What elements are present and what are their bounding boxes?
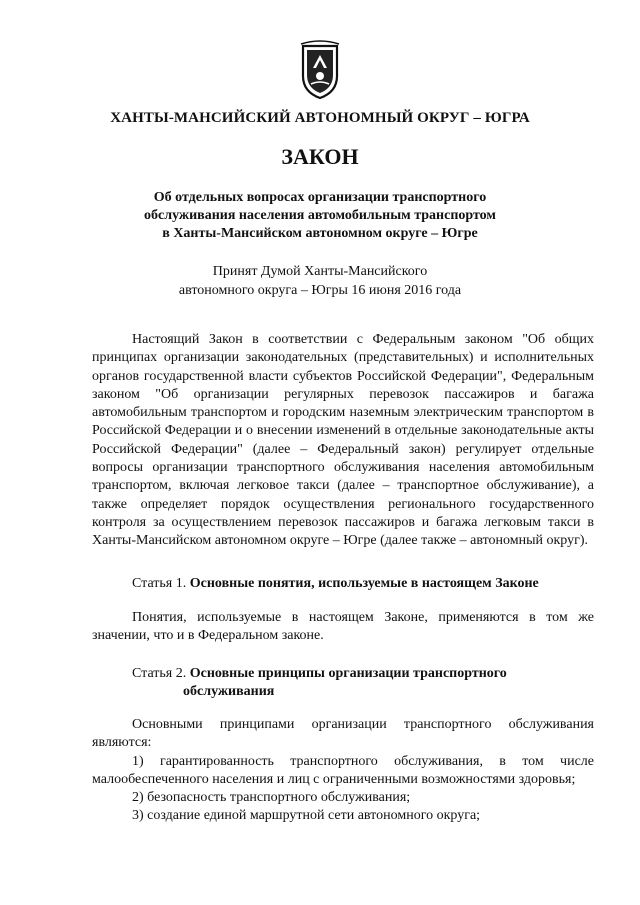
subject-line: обслуживания населения автомобильным транспортом	[144, 208, 496, 223]
article-title: Основные понятия, используемые в настоящем Законе	[189, 576, 539, 591]
subject-line: Об отдельных вопросах организации транспортного	[153, 190, 487, 205]
list-item: 2) безопасность транспортного обслуживания;	[132, 790, 411, 806]
article-number: Статья 2.	[132, 666, 187, 681]
article-paragraph: Понятия, используемые в настоящем Законе, применяются в том же значении, что и в Федеральном законе.	[92, 610, 594, 644]
article-2-heading	[132, 665, 592, 701]
preamble-section	[92, 331, 594, 551]
article-title-continuation: обслуживания	[183, 684, 275, 699]
subject-line: в Ханты-Мансийском автономном округе – Югре	[162, 226, 478, 241]
region-name: ХАНТЫ-МАНСИЙСКИЙ АВТОНОМНЫЙ ОКРУГ – ЮГРА	[110, 110, 530, 126]
adoption-note	[60, 262, 580, 300]
list-item: 1) гарантированность транспортного обслуживания, в том числе малообеспеченного населения и лиц с ограниченными возможностями здоровья;	[92, 753, 594, 787]
document-type-title: ЗАКОН	[281, 144, 359, 169]
adoption-line: автономного округа – Югры 16 июня 2016 года	[178, 283, 462, 298]
law-subject-title	[60, 189, 580, 243]
adoption-line: Принят Думой Ханты-Мансийского	[212, 264, 428, 279]
coat-of-arms-emblem	[299, 40, 341, 100]
article-1-heading	[132, 576, 539, 592]
list-item: 3) создание единой маршрутной сети автономного округа;	[132, 808, 481, 824]
article-title: Основные принципы организации транспортного	[189, 666, 507, 681]
article-1-body	[92, 609, 594, 646]
article-number: Статья 1.	[132, 576, 187, 591]
article-paragraph: Основными принципами организации транспортного обслуживания являются:	[92, 717, 594, 751]
preamble-paragraph: Настоящий Закон в соответствии с Федеральным законом "Об общих принципах организации законодательных (представительных) и исполнительных органов государственной власти субъектов Российской Федерации", Федеральным законом "Об организации регулярных перевозок пассажиров и багажа автомобильным транспортом и городским наземным электрическим транспортом в Российской Федерации и о внесении изменений в отдельные законодательные акты Российской Федерации" (далее – Федеральный закон) регулирует отдельные вопросы организации транспортного обслуживания населения автомобильным транспортом, включая легковое такси (далее – транспортное обслуживание), а также определяет порядок осуществления регионального государственного контроля за осуществлением перевозок пассажиров и багажа легковым такси в Ханты-Мансийском автономном округе – Югре (далее также – автономный округ).	[92, 332, 594, 549]
article-2-body	[92, 716, 594, 826]
